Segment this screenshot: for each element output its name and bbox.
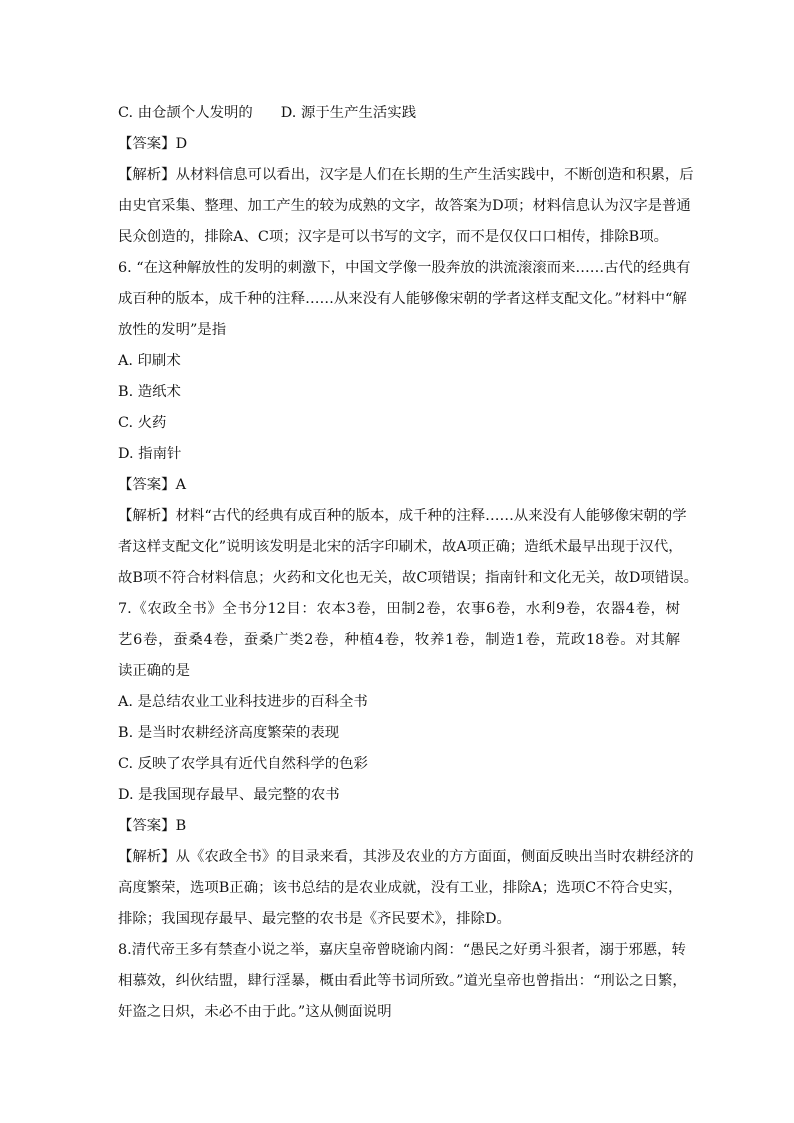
option-d-q6: D. 指南针 <box>118 446 182 462</box>
option-d-q5: D. 源于生产生活实践 <box>280 105 417 121</box>
option-c-q6: C. 火药 <box>118 415 167 431</box>
question-8-line2: 相慕效，纠伙结盟，肆行淫暴，概由看此等书词所致。”道光皇帝也曾指出：“刑讼之日繁， <box>118 973 687 989</box>
option-b-q7: B. 是当时农耕经济高度繁荣的表现 <box>118 725 340 741</box>
analysis-q5-line2: 由史官采集、整理、加工产生的较为成熟的文字，故答案为D项；材料信息认为汉字是普通 <box>118 198 691 214</box>
question-6-line2: 成百种的版本，成千种的注释……从来没有人能够像宋朝的学者这样支配文化。”材料中“解 <box>118 291 687 307</box>
question-7-line2: 艺6卷，蚕桑4卷，蚕桑广类2卷，种植4卷，牧养1卷，制造1卷，荒政18卷。对其解 <box>118 632 680 648</box>
document-page <box>118 98 698 1028</box>
question-8-line3: 奸盗之日炽，未必不由于此。”这从侧面说明 <box>118 1004 392 1020</box>
answer-q7: 【答案】B <box>118 818 187 834</box>
analysis-q7-line3: 排除；我国现存最早、最完整的农书是《齐民要术》，排除D。 <box>118 911 511 927</box>
option-c-q7: C. 反映了农学具有近代自然科学的色彩 <box>118 756 368 772</box>
analysis-q6-line2: 者这样支配文化”说明该发明是北宋的活字印刷术，故A项正确；造纸术最早出现于汉代， <box>118 539 683 555</box>
analysis-q5-line3: 民众创造的，排除A、C项；汉字是可以书写的文字，而不是仅仅口口相传，排除B项。 <box>118 229 669 245</box>
analysis-q5-line1: 【解析】从材料信息可以看出，汉字是人们在长期的生产生活实践中，不断创造和积累，后 <box>118 167 694 183</box>
question-6-line3: 放性的发明”是指 <box>118 322 227 338</box>
question-7-line1: 7.《农政全书》全书分12目：农本3卷，田制2卷，农事6卷，水利9卷，农器4卷，树 <box>118 601 680 617</box>
option-a-q7: A. 是总结农业工业科技进步的百科全书 <box>118 694 368 710</box>
analysis-q7-line2: 高度繁荣，选项B正确；该书总结的是农业成就，没有工业，排除A；选项C不符合史实， <box>118 880 683 896</box>
option-a-q6: A. 印刷术 <box>118 353 181 369</box>
question-8-line1: 8.清代帝王多有禁查小说之举，嘉庆皇帝曾晓谕内阁：“愚民之好勇斗狠者，溺于邪慝，转 <box>118 942 686 958</box>
question-6-line1: 6. “在这种解放性的发明的刺激下，中国文学像一股奔放的洪流滚滚而来……古代的经典有 <box>118 260 691 276</box>
question-7-line3: 读正确的是 <box>118 663 190 679</box>
option-line-c-d <box>118 98 680 129</box>
analysis-q7-line1: 【解析】从《农政全书》的目录来看，其涉及农业的方方面面，侧面反映出当时农耕经济的 <box>118 849 694 865</box>
option-c-q5: C. 由仓颉个人发明的 <box>118 105 253 121</box>
answer-q6: 【答案】A <box>118 477 186 493</box>
answer-q5: 【答案】D <box>118 136 188 152</box>
option-d-q7: D. 是我国现存最早、最完整的农书 <box>118 787 340 803</box>
analysis-q6-line3: 故B项不符合材料信息；火药和文化也无关，故C项错误；指南针和文化无关，故D项错误。 <box>118 570 698 586</box>
analysis-q6-line1: 【解析】材料“古代的经典有成百种的版本，成千种的注释……从来没有人能够像宋朝的学 <box>118 508 687 524</box>
option-b-q6: B. 造纸术 <box>118 384 181 400</box>
